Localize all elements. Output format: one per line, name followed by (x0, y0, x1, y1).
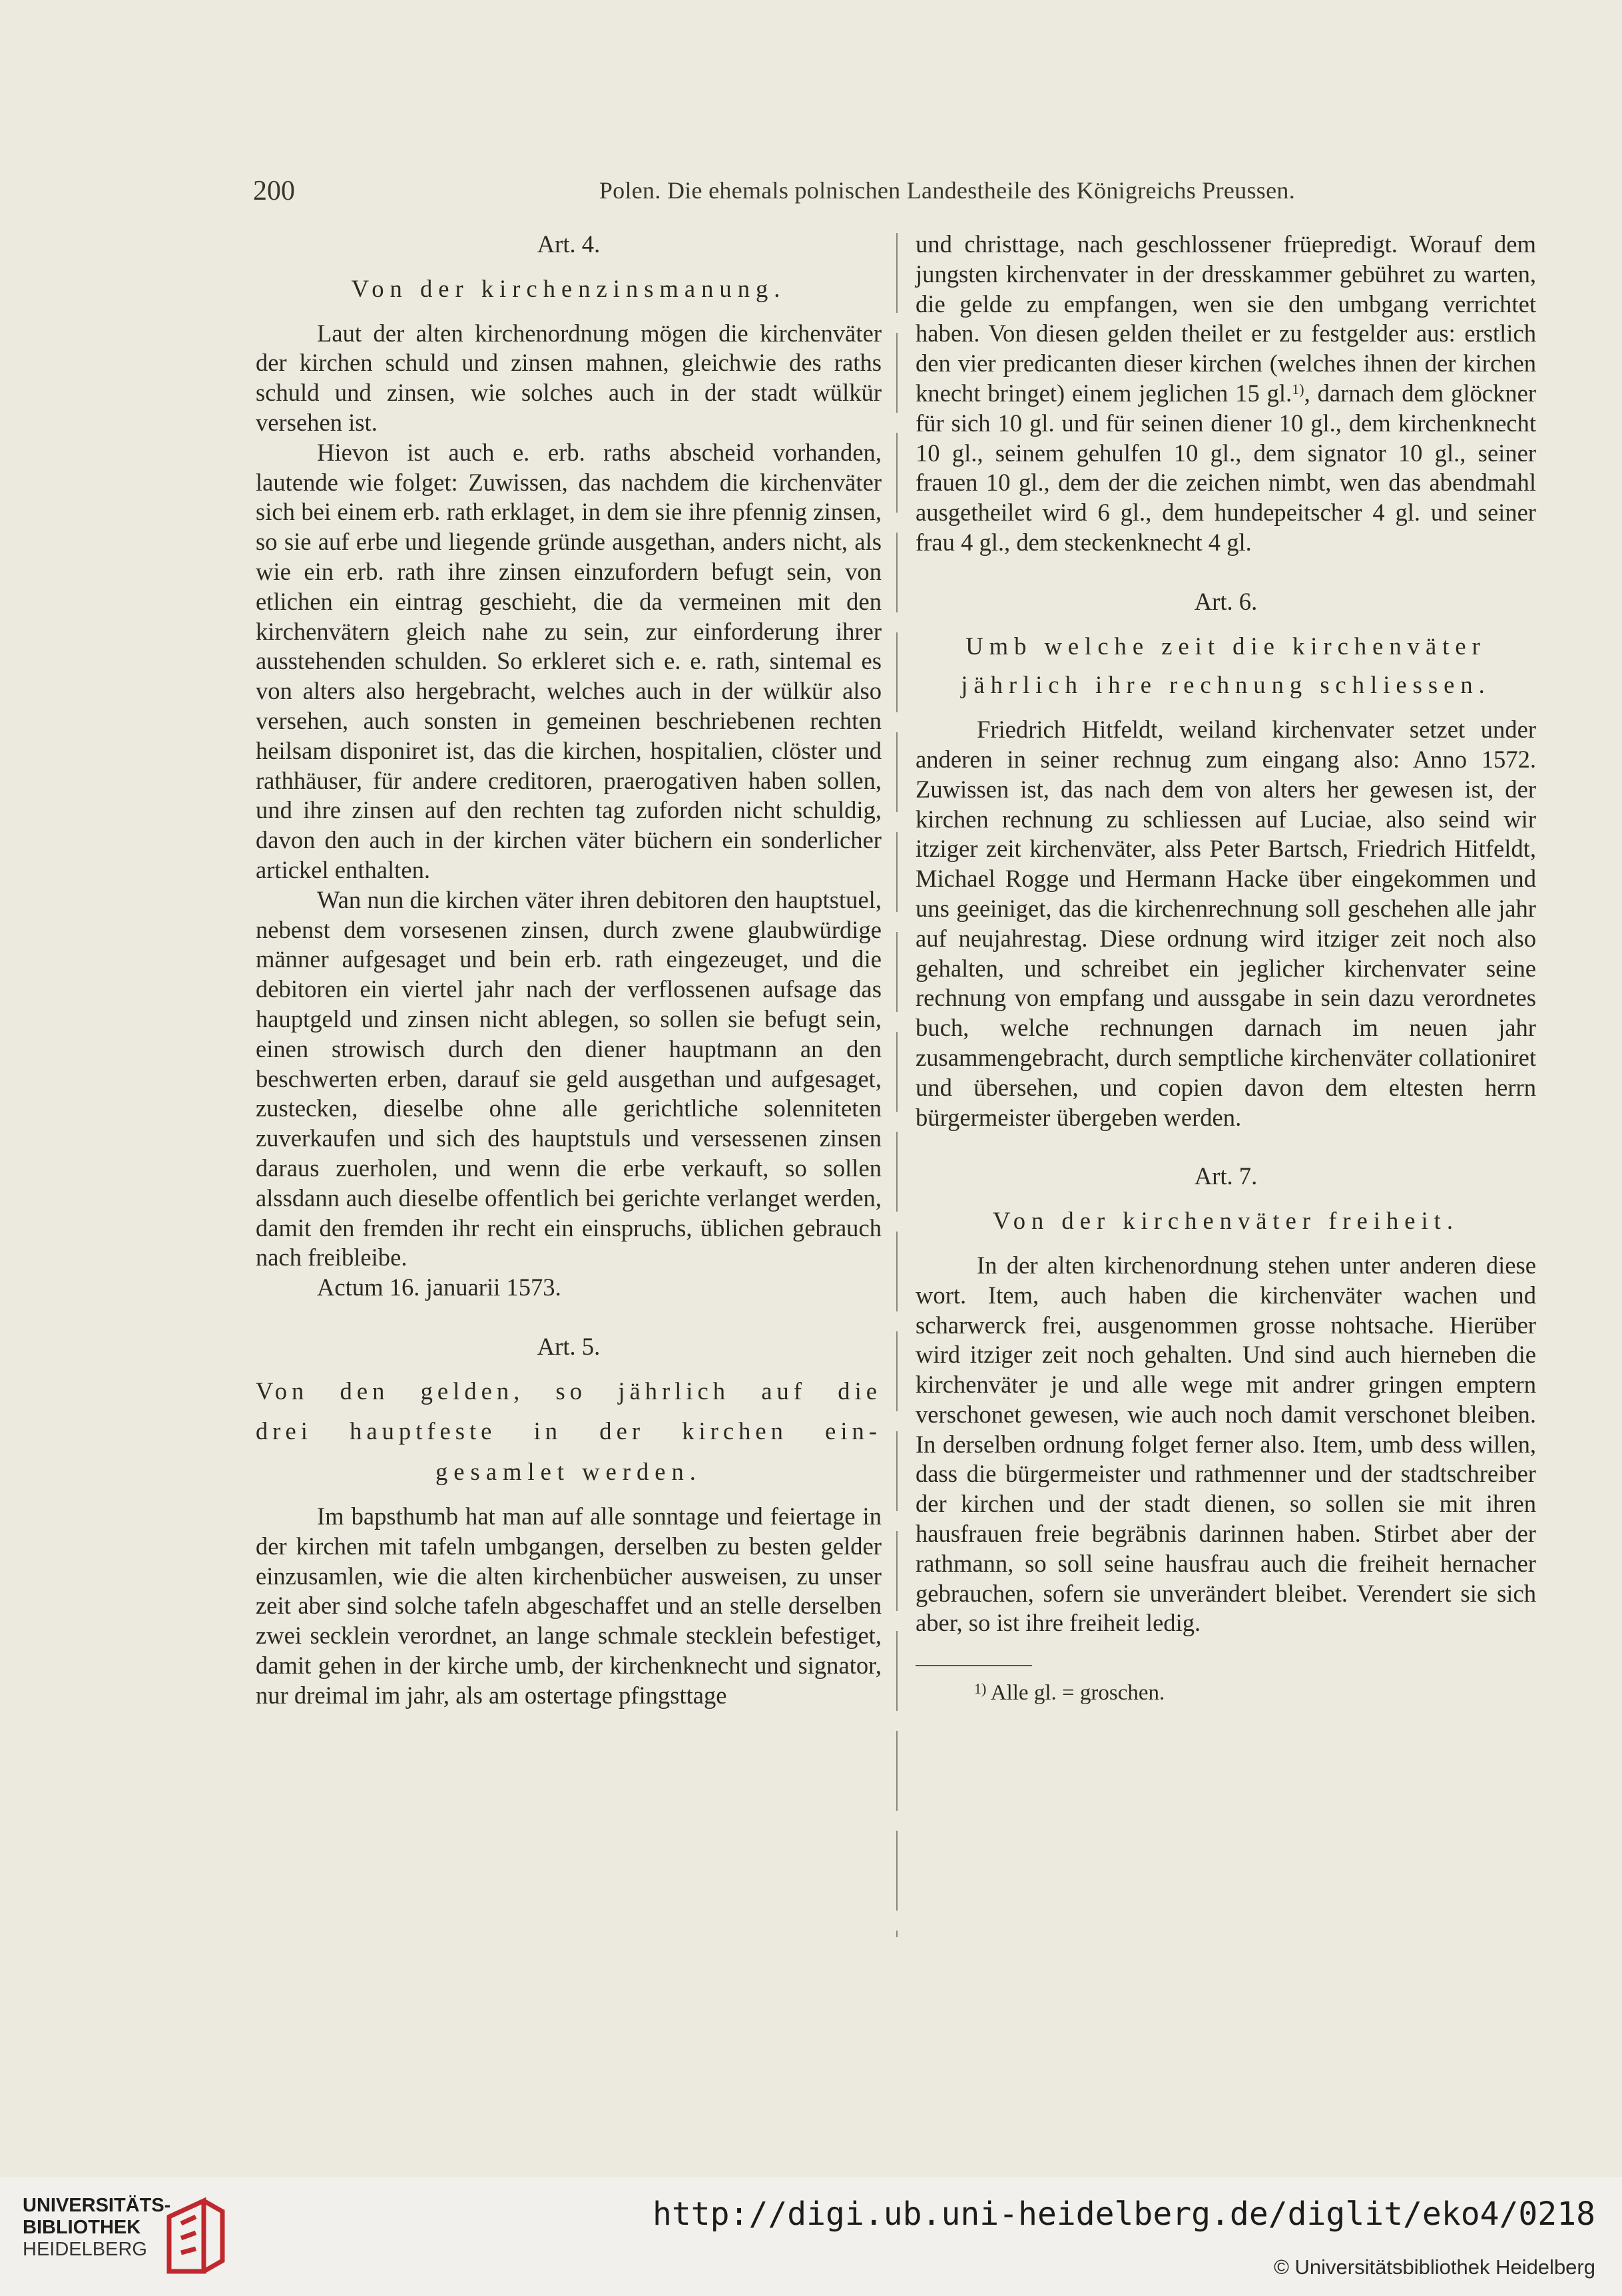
art4-paragraph-1: Laut der alten kirchenordnung mögen die kirchenväter der kirchen schuld und zinsen mahnen, gleichwie des raths schuld und zinsen, wie solches auch in der stadt wülkür versehen ist. (256, 319, 882, 436)
footnote-rule (916, 1665, 1032, 1666)
library-logo-icon (164, 2197, 227, 2277)
footnote (916, 1678, 1536, 1708)
art6-title-line-2: jährlich ihre rechnung schliessen. (961, 671, 1491, 699)
permalink-url[interactable]: http://digi.ub.uni-heidelberg.de/diglit/eko4/0218 (652, 2195, 1595, 2233)
art7-paragraph-1: In der alten kirchenordnung stehen unter anderen diese wort. Item, auch haben die kirchenväter wachen und scharwerck frei, ausgenommen grosse nohtsache. Hierüber wird itziger zeit noch gehalten. Und sind auch hierneben die kirchenväter je und alle wege mit andrer gringen emptern verschonet gewesen, wie auch noch damit verschonet bleiben. In derselben ordnung folget ferner also. Item, umb dess willen, dass die bürgermeister und rathmenner und der stadtschreiber der kirchen und der stadt dienen, so sollen sie mit ihren hausfrauen freie begräbnis darinnen haben. Stirbet aber der rathmann, so soll seine hausfrau auch die freiheit hernacher gebrauchen, sofern sie unverändert bleibet. Verendert sie sich aber, so ist ihre freiheit ledig. (916, 1251, 1536, 1637)
art6-label: Art. 6. (1194, 587, 1258, 615)
art6-title-line-1: Umb welche zeit die kirchenväter (965, 632, 1486, 660)
left-column (256, 230, 882, 1711)
running-head (253, 175, 1315, 215)
art4-label: Art. 4. (537, 230, 601, 258)
art5-title-line-1: Von den gelden, so jährlich auf die (256, 1377, 882, 1405)
footnote-marker: 1) (974, 1680, 987, 1698)
library-name-line-1: UNIVERSITÄTS- (23, 2195, 171, 2216)
running-title: Polen. Die ehemals polnischen Landestheile des Königreichs Preussen. (599, 177, 1295, 204)
art4-paragraph-2: Hievon ist auch e. erb. raths abscheid vorhanden, lautende wie folget: Zuwissen, das nachdem die kirchenväter sich bei einem erb. rath erklaget, in dem sie ihre pfennig zinsen, so sie auf erbe und liegende gründe ausgethan, anders nicht, als wie ein erb. rath ihre zinsen einzufordern befugt sein, von etlichen ein eintrag geschieht, die da vermeinen mit den kirchenvätern gleich nahe zu sein, zur einforderung ihrer ausstehenden schulden. So erkleret sich e. e. rath, sintemal es von alters also hergebracht, welches auch in der wülkür also versehen, auch sonsten in gemeinen beschriebenen rechten heilsam disponiret ist, das die kirchen, hospitalien, clöster und rathhäuser, für andere creditoren, praerogativen haben sollen, und ihre zinsen auf den rechten tag zuforden nicht schuldig, davon den auch in der kirchen väter büchern ein sonderlicher artickel enthalten. (256, 438, 882, 883)
art5-continued-part-a: und christtage, nach geschlossener früepredigt. Worauf dem jungsten kirchenvater in der dresskammer gebühret zu warten, die gelde zu empfangen, wen sie den umbgang verrichtet haben. Von diesen gelden theilet er zu festgelder aus: erstlich den vier predicanten dieser kirchen (welches ihnen der kirchen knecht bringet) einem jeglichen 15 gl. (916, 230, 1536, 407)
copyright-notice: © Universitätsbibliothek Heidelberg (1274, 2255, 1595, 2279)
library-name-line-3: HEIDELBERG (23, 2239, 147, 2260)
footnote-reference: 1) (1292, 380, 1304, 397)
art4-title: Von der kirchenzinsmanung. (351, 274, 786, 302)
column-divider (896, 233, 898, 1937)
footer-bar (0, 2177, 1622, 2296)
art5-continued-part-b: , darnach dem glöckner für sich 10 gl. und für seinen diener 10 gl., dem kirchenknecht 10 gl., seinem gehulfen 10 gl., dem signator 10 gl., seiner frauen 10 gl., dem der die zeichen nimbt, wen das abendmahl ausgetheilet wird 6 gl., dem hundepeitscher 4 gl. und seiner frau 4 gl., dem steckenknecht 4 gl. (916, 379, 1537, 556)
art7-label: Art. 7. (1194, 1162, 1258, 1190)
art4-paragraph-3: Wan nun die kirchen väter ihren debitoren den hauptstuel, nebenst dem vorsesenen zinsen, durch zwene glaubwürdige männer aufgesaget und bein erb. rath eingezeuget, und die debitoren ein viertel jahr nach der verflossenen aufsage das hauptgeld und zinsen nicht ablegen, so sollen sie befugt sein, einen strowisch durch den diener hauptmann an den beschwerten erben, darauf sie geld ausgethan und aufgesaget, zustecken, dieselbe ohne alle gerichtliche solenniteten zuverkaufen und sich des hauptstuls und versessenen zinsen daraus zuerholen, und wenn die erbe verkauft, so sollen alssdann auch dieselbe offentlich bei gerichte verlanget werden, damit den fremden ihr recht ein einspruchs, üblichen gebrauch nach freibleibe. (256, 885, 882, 1271)
art5-title-line-3: gesamlet werden. (435, 1458, 702, 1486)
page-number: 200 (253, 176, 295, 206)
art5-paragraph-1: Im bapsthumb hat man auf alle sonntage und feiertage in der kirchen mit tafeln umbgangen, derselben zu besten gelder einzusamlen, wie die alten kirchenbücher ausweisen, zu unser zeit aber sind solche tafeln abgeschaffet und an stelle derselben zwei secklein verordnet, an lange schmale stecklein befestiget, damit gehen in der kirche umb, der kirchenknecht und signator, nur dreimal im jahr, als am ostertage pfingsttage (256, 1502, 882, 1709)
library-name-line-2: BIBLIOTHEK (23, 2217, 141, 2238)
right-column (916, 230, 1536, 1708)
art6-paragraph-1: Friedrich Hitfeldt, weiland kirchenvater setzet under anderen in seiner rechnug zum eingang also: Anno 1572. Zuwissen ist, das nach dem von alters her gewesen ist, der kirchen rechnung zu schliessen auf Luciae, also seind wir itziger zeit kirchenväter, alss Peter Bartsch, Friedrich Hitfeldt, Michael Rogge und Hermann Hacke über eingekommen und uns geeiniget, das die kirchenrechnung soll geschehen alle jahr auf neujahrestag. Diese ordnung wird itziger zeit noch also gehalten, und schreibet ein jeglicher kirchenvater seine rechnung von empfang und aussgabe in sein dazu verordnetes buch, welche rechnungen darnach im neuen jahr zusammengebracht, durch semptliche kirchenväter collationiret und übersehen, und copien davon dem eltesten herrn bürgermeister übergeben werden. (916, 716, 1536, 1131)
art7-title: Von der kirchenväter freiheit. (993, 1207, 1459, 1235)
art5-paragraph-1-continued (916, 230, 1536, 558)
art5-title-line-2: drei hauptfeste in der kirchen ein- (256, 1417, 882, 1445)
footnote-text: Alle gl. = groschen. (990, 1681, 1165, 1706)
art4-actum: Actum 16. januarii 1573. (317, 1273, 561, 1301)
art5-label: Art. 5. (537, 1332, 601, 1360)
